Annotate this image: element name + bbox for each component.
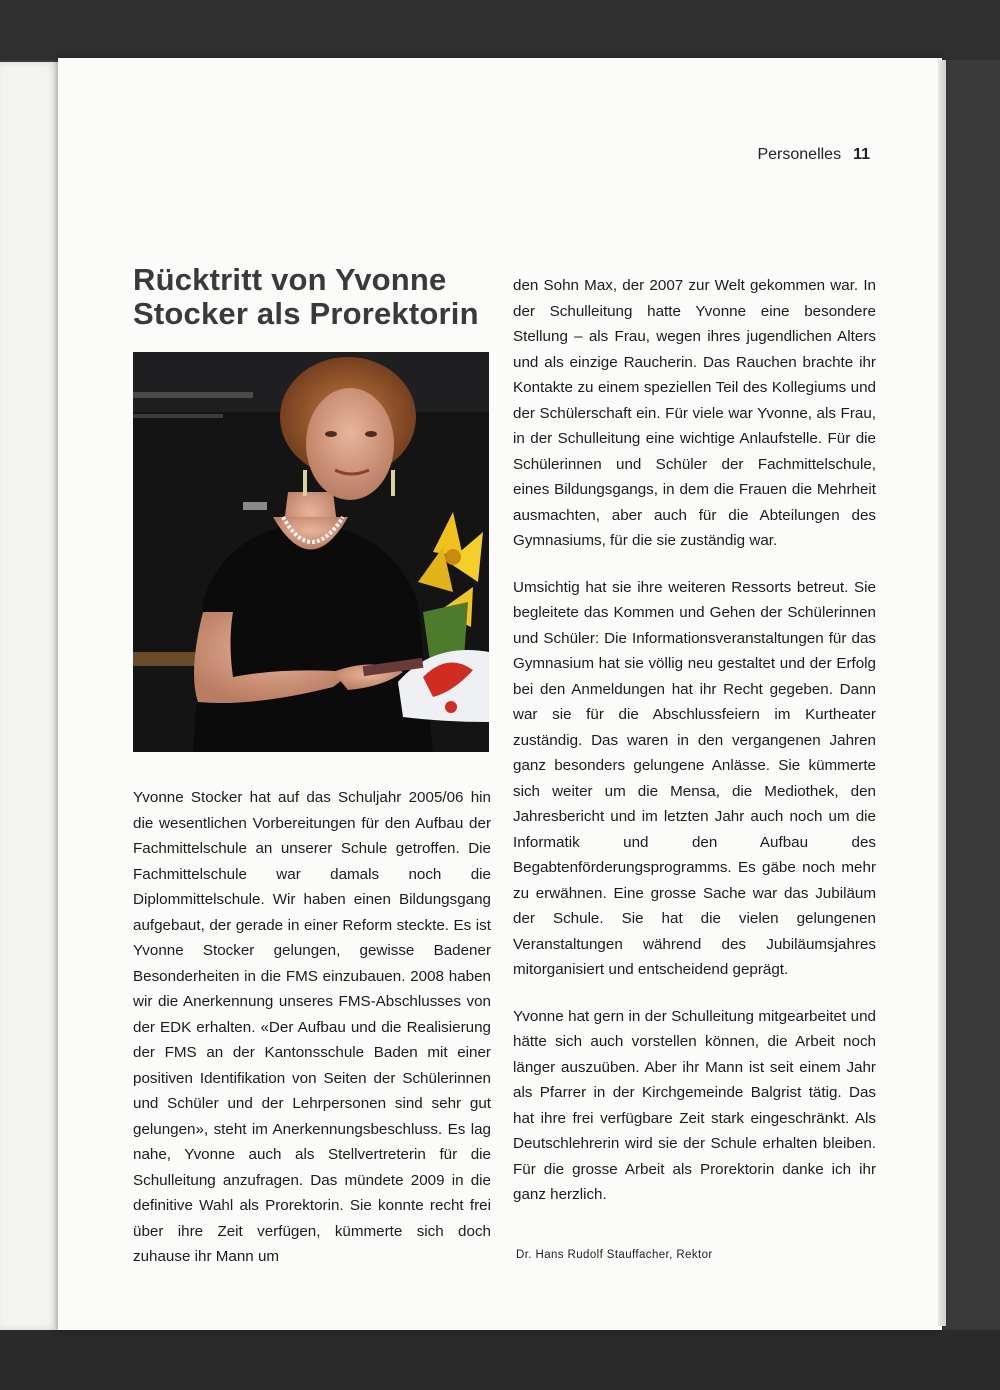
left-column-paragraph: Yvonne Stocker hat auf das Schuljahr 2005/06 hin die wesentlichen Vorbereitungen für den Aufbau der Fachmittelschule an unserer Schule getroffen. Die Fachmittelschule war damals noch die Diplommittelschule. Wir haben einen Bildungsgang aufgebaut, der gerade in einer Reform steckte. Es ist Yvonne Stocker gelungen, gewisse Badener Besonderheiten in die FMS einzubauen. 2008 haben wir die Anerkennung unseres FMS-Abschlusses von der EDK erhalten. «Der Aufbau und die Realisierung der FMS an der Kantonsschule Baden mit einer positiven Identifikation von Seiten der Schülerinnen und Schüler und der Lehrpersonen sind sehr gut gelungen», steht im Anerkennungsbeschluss. Es lag nahe, Yvonne auch als Stellvertreterin für die Schulleitung anzufragen. Das mündete 2009 in die definitive Wahl als Prorektorin. Sie konnte recht frei über ihre Zeit verfügen, kümmerte sich doch zuhause ihr Mann um — [133, 789, 491, 1265]
paragraph: Umsichtig hat sie ihre weiteren Ressorts betreut. Sie begleitete das Kommen und Gehen der Schülerinnen und Schüler: Die Informationsveranstaltungen für das Gymnasium hat sie völlig neu gestaltet und der Erfolg bei den Anmeldungen hat ihr Recht gegeben. Dann war sie für die Abschlussfeiern im Kurtheater zuständig. Das waren in den vergangenen Jahren ganz besonders gelungene Anlässe. Sie kümmerte sich weiter um die Mensa, die Mediothek, den Jahresbericht und im letzten Jahr auch noch um die Informatik und den Aufbau des Begabtenförderungsprogramms. Es gäbe noch mehr zu erwähnen. Eine grosse Sache war das Jubiläum der Schule. Sie hat die vielen gelungenen Veranstaltungen während des Jubiläumsjahres mitorganisiert und entscheidend geprägt. — [513, 578, 876, 978]
scan-background-top — [0, 0, 1000, 60]
article-column-left — [133, 785, 491, 1270]
running-header — [700, 146, 870, 164]
section-name: Personelles — [757, 146, 842, 163]
left-page-edge — [0, 62, 58, 1330]
page-stack-edge — [938, 60, 946, 1326]
author-signature: Dr. Hans Rudolf Stauffacher, Rektor — [516, 1249, 713, 1261]
portrait-photo-icon — [133, 352, 489, 752]
paragraph: den Sohn Max, der 2007 zur Welt gekommen war. In der Schulleitung hatte Yvonne eine besondere Stellung – als Frau, wegen ihres jugendlichen Alters und als einzige Raucherin. Das Rauchen brachte ihr Kontakte zu einem speziellen Teil des Kollegiums und der Schülerschaft ein. Für viele war Yvonne, als Frau, in der Schulleitung eine wichtige Anlaufstelle. Für die Schülerinnen und Schüler der Fachmittelschule, eines Bildungsgangs, in dem die Frauen die Mehrheit ausmachten, aber auch für die Abteilungen des Gymnasiums, für die sie zuständig war. — [513, 277, 876, 549]
article-title: Rücktritt von Yvonne Stocker als Prorektorin — [133, 262, 479, 331]
article-column-right — [513, 273, 876, 1208]
scan-background-bottom — [0, 1330, 1000, 1390]
paragraph: Yvonne hat gern in der Schulleitung mitgearbeitet und hätte sich auch vorstellen können, die Arbeit noch länger auszuüben. Aber ihr Mann ist seit einem Jahr als Pfarrer in der Kirchgemeinde Balgrist tätig. Das hat ihre frei verfügbare Zeit stark eingeschränkt. Als Deutschlehrerin wird sie der Schule erhalten bleiben. Für die grosse Arbeit als Prorektorin danke ich ihr ganz herzlich. — [513, 1007, 876, 1203]
page-number: 11 — [853, 146, 870, 163]
